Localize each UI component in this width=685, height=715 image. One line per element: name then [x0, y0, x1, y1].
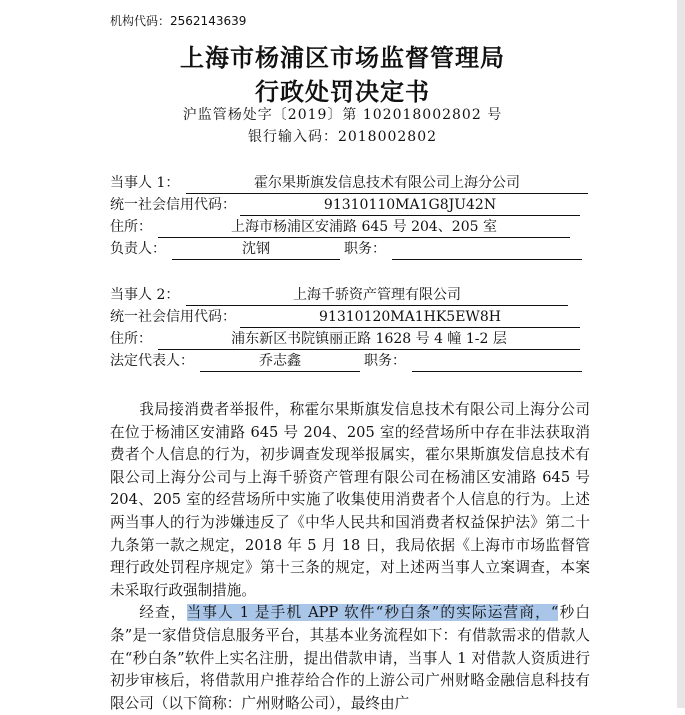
paragraph-1: 我局接消费者举报件，称霍尔果斯旗发信息技术有限公司上海分公司在位于杨浦区安浦路 645 号 204、205 室的经营场所中存在非法获取消费者个人信息的行为，初步调查发现举报属实，霍尔果斯旗发信息技术有限公司上海分公司与上海千骄资产管理有限公司在杨浦区安浦路 645 号 204、205 室的经营场所中实施了收集使用消费者个人信息的行为。上述两当事人的行为涉嫌违反了《中华人民共和国消费者权益保护法》第二十九条第一款之规定，2018 年 5 月 18 日，我局依据《上海市市场监督管理行政处罚程序规定》第十三条的规定，对上述两当事人立案调查，本案未采取行政强制措施。	[110, 401, 590, 599]
party1-responsible-label: 负责人：	[110, 241, 166, 257]
party1-position	[392, 238, 582, 260]
party1-address: 上海市杨浦区安浦路 645 号 204、205 室	[158, 216, 570, 238]
party2-address-label: 住所：	[110, 331, 152, 347]
party1-position-label: 职务：	[344, 241, 386, 257]
party2-legal-rep-label: 法定代表人：	[110, 353, 194, 369]
party1-label: 当事人 1：	[110, 175, 180, 191]
org-code	[110, 12, 246, 29]
paragraph-2-rest: 秒白条”是一家借贷信息服务平台，其基本业务流程如下：有借款需求的借款人在“秒白条”软件上实名注册，提出借款申请，当事人 1 对借款人资质进行初步审核后，将借款用户推荐给合作的上游公司广州财略金融信息科技有限公司（以下简称：广州财略公司），最终由广	[110, 604, 590, 712]
party1-credit-code: 91310110MA1G8JU42N	[240, 194, 580, 216]
bank-input-label: 银行输入码：	[247, 129, 338, 145]
party1-address-label: 住所：	[110, 219, 152, 235]
party2-address: 浦东新区书院镇丽正路 1628 号 4 幢 1-2 层	[158, 328, 580, 350]
party2-credit-label: 统一社会信用代码：	[110, 309, 236, 325]
party2-position	[412, 350, 582, 372]
bank-input-value: 2018002802	[337, 129, 438, 145]
party2-legal-rep: 乔志鑫	[200, 350, 360, 372]
document-type-title: 行政处罚决定书	[255, 77, 430, 106]
party1-credit-label: 统一社会信用代码：	[110, 197, 236, 213]
party2-name: 上海千骄资产管理有限公司	[186, 284, 568, 306]
party2-label: 当事人 2：	[110, 287, 180, 303]
org-code-label: 机构代码：	[110, 14, 171, 28]
agency-title: 上海市杨浦区市场监督管理局	[180, 43, 505, 72]
party2-position-label: 职务：	[364, 353, 406, 369]
party2-credit-code: 91310120MA1HK5EW8H	[240, 306, 580, 328]
body-text	[110, 399, 590, 715]
bank-input-code	[0, 126, 685, 146]
paragraph-2-highlight: 当事人 1 是手机 APP 软件“秒白条”的实际运营商，“	[186, 604, 559, 622]
document-number: 沪监管杨处字〔2019〕第 102018002802 号	[182, 107, 503, 123]
party1-responsible: 沈钢	[172, 238, 340, 260]
paragraph-2	[110, 602, 590, 715]
party1-name: 霍尔果斯旗发信息技术有限公司上海分公司	[186, 172, 588, 194]
org-code-value: 2562143639	[170, 14, 247, 28]
paragraph-2-lead: 经查，	[139, 604, 187, 622]
